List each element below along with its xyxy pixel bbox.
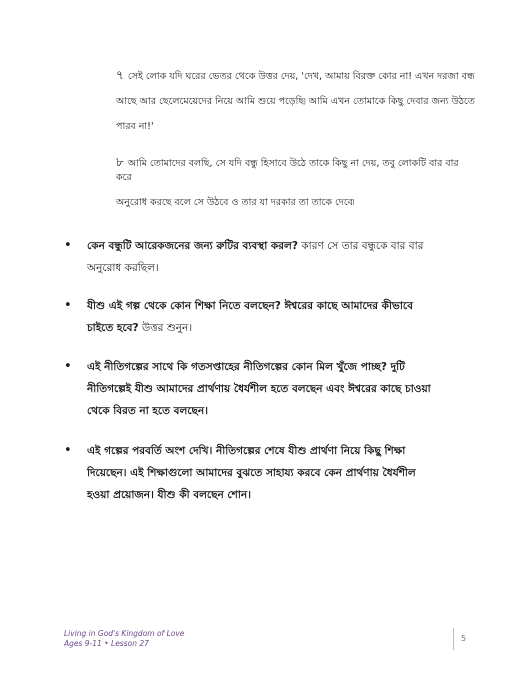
page-footer — [64, 629, 184, 649]
bullet-line — [87, 235, 484, 257]
verse-text: সেই লোক যদি ঘরের ভেতর থেকে উত্তর দেয়, 'দেখ, আমায় বিরক্ত কোর না! এখন দরজা বন্ধ — [127, 71, 475, 82]
verse-7-line-1 — [116, 68, 476, 84]
footer-title: Living in God's Kingdom of Love — [64, 629, 185, 638]
verse-7 — [116, 68, 476, 134]
bullet-line — [87, 356, 484, 378]
bullet-line — [87, 484, 484, 506]
verse-7-line-2: আছে আর ছেলেমেয়েদের নিয়ে আমি শুয়ে পড়েছি৷ আমি এখন তোমাকে কিছু দেবার জন্য উঠতে — [116, 96, 475, 107]
verse-7-line-3: পারব না!' — [116, 121, 154, 132]
bullet-line — [87, 440, 484, 462]
bullet-dot: • — [64, 298, 72, 313]
bullet-dot: • — [64, 238, 72, 253]
bullet-line — [87, 378, 484, 400]
verse-8-line-1 — [116, 155, 476, 185]
verse-text: আমি তোমাদের বলছি, সে যদি বন্ধু হিসাবে উঠে তাকে কিছু না দেয়, তবু লোকটি বার বার করে — [116, 158, 459, 183]
bullet-line — [87, 295, 484, 317]
bullet-question: চাইতে হবে? — [87, 322, 139, 334]
bullet-question: যীশু এই গল্প থেকে কোন শিক্ষা নিতে বলছেন? ঈশ্বরের কাছে আমাদের কীভাবে — [87, 300, 413, 312]
bullet-list — [64, 235, 484, 506]
bullet-line — [87, 317, 484, 339]
page-number: 5 — [461, 634, 467, 643]
bullet-text: নীতিগল্পেই যীশু আমাদের প্রার্থণায় ধৈর্যশীল হতে বলছেন এবং ঈশ্বরের কাছে চাওয়া — [87, 383, 431, 395]
bullet-text: এই গল্পের পরবর্তি অংশ দেখি। নীতিগল্পের শেষে যীশু প্রার্থণা নিয়ে কিছু শিক্ষা — [87, 445, 406, 457]
bullet-dot: • — [64, 359, 72, 374]
bullet-answer: কারণ সে তার বন্ধুকে বার বার — [297, 240, 424, 252]
bullet-line — [87, 462, 484, 484]
bullet-item — [64, 235, 484, 279]
bullet-answer: উত্তর শুনুন। — [138, 322, 193, 334]
verse-8-line-2: অনুরোধ করছে বলে সে উঠবে ও তার যা দরকার তা তাকে দেবে৷ — [116, 197, 355, 208]
verse-8 — [116, 155, 476, 210]
verse-number: ৮ — [116, 155, 124, 169]
bullet-question: কেন বন্ধুটি আরেকজনের জন্য রুটির ব্যবস্থা করল? — [87, 240, 298, 252]
bullet-text: হওয়া প্রয়োজন। যীশু কী বলছেন শোন। — [87, 489, 251, 501]
bullet-item — [64, 295, 484, 339]
bullet-text: দিয়েছেন। এই শিক্ষাগুলো আমাদের বুঝতে সাহায্য করবে কেন প্রার্থণায় ধৈর্যশীল — [87, 467, 416, 479]
bullet-text: থেকে বিরত না হতে বলছেন। — [87, 405, 208, 417]
footer-subtitle: Ages 9-11 • Lesson 27 — [64, 639, 149, 648]
bullet-item — [64, 356, 484, 422]
bullet-text: এই নীতিগল্পের সাথে কি গতসপ্তাহের নীতিগল্পের কোন মিল খুঁজে পাচ্ছ? দুটি — [87, 361, 405, 373]
bullet-line: অনুরোধ করছিল। — [87, 262, 159, 274]
bullet-line — [87, 400, 484, 422]
bullet-item — [64, 440, 484, 506]
bullet-dot: • — [64, 443, 72, 458]
page-number-divider — [453, 628, 454, 650]
verse-number: ৭ — [116, 68, 124, 82]
